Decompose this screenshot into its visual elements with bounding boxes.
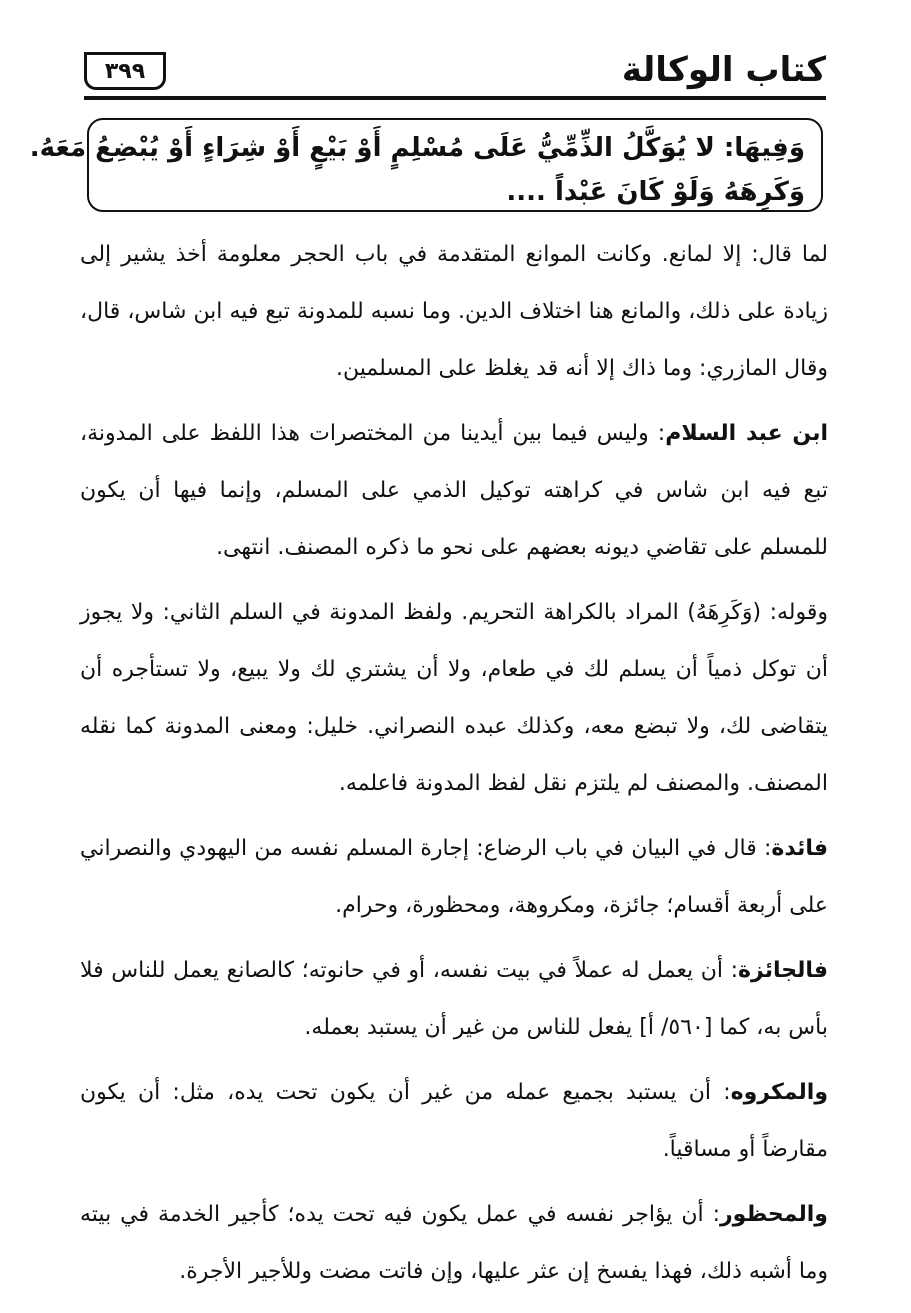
paragraph-lead: والمحظور: [720, 1202, 828, 1227]
paragraph-text: : أن يؤاجر نفسه في عمل يكون فيه تحت يده؛ كأجير الخدمة في بيته وما أشبه ذلك، فهذا يفسخ إن عثر عليها، وإن فاتت مضت وللأجير الأجرة.: [80, 1202, 828, 1284]
paragraph-text: : وليس فيما بين أيدينا من المختصرات هذا اللفظ على المدونة، تبع فيه ابن شاس في كراهته توكيل الذمي على المسلم، وإنما فيها أن يكون للمسلم على تقاضي ديونه بعضهم على نحو ما ذكره المصنف. انتهى.: [80, 421, 828, 560]
page-header: [84, 44, 826, 100]
matn-line-2: وَكَرِهَهُ وَلَوْ كَانَ عَبْداً ....: [506, 177, 805, 207]
chapter-title: كتاب الوكالة: [621, 50, 826, 90]
paragraph-text: لما قال: إلا لمانع. وكانت الموانع المتقدمة في باب الحجر معلومة أخذ يشير إلى زيادة على ذلك، والمانع هنا اختلاف الدين. وما نسبه للمدونة تبع فيه ابن شاس، قال، وقال المازري: وما ذاك إلا أنه قد يغلظ على المسلمين.: [80, 242, 828, 381]
paragraph: [80, 820, 828, 934]
header-divider: [84, 96, 826, 100]
paragraph-lead: فائدة: [771, 836, 828, 861]
paragraph: [80, 1064, 828, 1178]
matn-line-1: وَفِيهَا: لا يُوَكَّلُ الذِّمِّيُّ عَلَى مُسْلِمٍ أَوْ بَيْعٍ أَوْ شِرَاءٍ أَوْ يُبْضِعُ مَعَهُ.: [29, 133, 805, 163]
paragraph-text: : أن يعمل له عملاً في بيت نفسه، أو في حانوته؛ كالصانع يعمل للناس فلا بأس به، كما [٥٦٠/ أ] يفعل للناس من غير أن يستبد بعمله.: [80, 958, 828, 1040]
paragraph-text: : أن يستبد بجميع عمله من غير أن يكون تحت يده، مثل: أن يكون مقارضاً أو مساقياً.: [80, 1080, 828, 1162]
paragraph: [80, 584, 828, 812]
paragraph-text: : قال في البيان في باب الرضاع: إجارة المسلم نفسه من اليهودي والنصراني على أربعة أقسام؛ جائزة، ومكروهة، ومحظورة، وحرام.: [80, 836, 828, 918]
commentary-text: [80, 226, 828, 1300]
page-number: ٣٩٩: [84, 52, 166, 90]
paragraph: [80, 226, 828, 397]
paragraph-lead: ابن عبد السلام: [665, 421, 828, 446]
paragraph: [80, 1186, 828, 1300]
paragraph: [80, 942, 828, 1056]
paragraph-lead: فالجائزة: [738, 958, 828, 983]
paragraph-lead: والمكروه: [730, 1080, 828, 1105]
matn-box: [29, 118, 823, 212]
paragraph-text: وقوله: (وَكَرِهَهُ) المراد بالكراهة التحريم. ولفظ المدونة في السلم الثاني: ولا يجوز أن توكل ذمياً أن يسلم لك في طعام، ولا أن يشتري لك ولا يبيع، ولا تستأجره أن يتقاضى لك، ولا تبضع معه، وكذلك عبده النصراني. خليل: ومعنى المدونة كما نقله المصنف. والمصنف لم يلتزم نقل لفظ المدونة فاعلمه.: [80, 600, 828, 796]
paragraph: [80, 405, 828, 576]
